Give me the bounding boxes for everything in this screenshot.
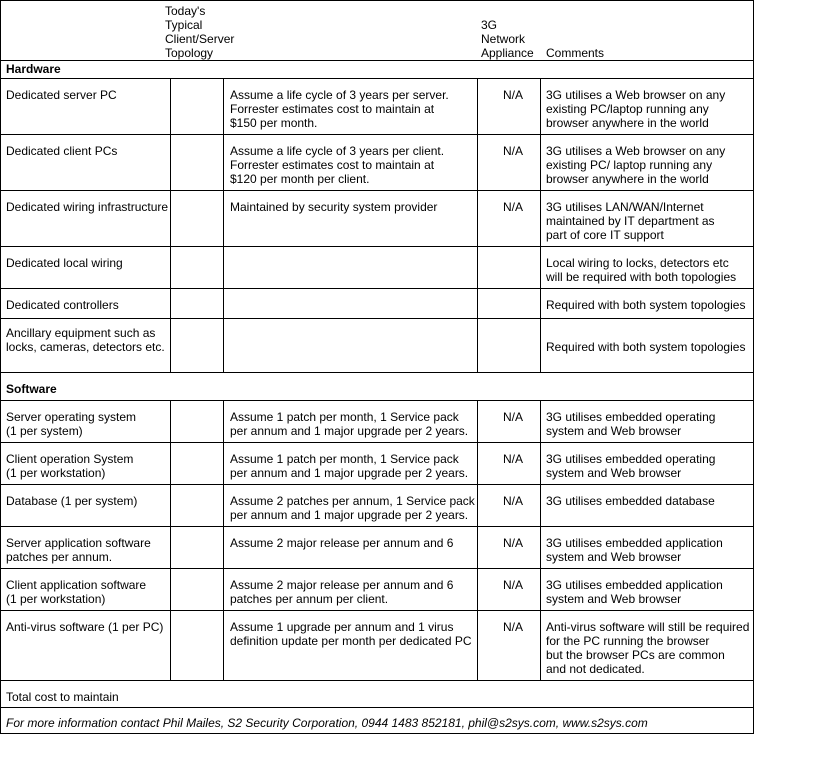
item-note: Assume 2 major release per annum and 6 [230,536,454,550]
item-note: Assume 1 patch per month, 1 Service pack per annum and 1 major upgrade per 2 years. [230,452,469,480]
item-note: Assume 2 patches per annum, 1 Service pack per annum and 1 major upgrade per 2 years. [230,494,475,522]
section-title-software: Software [6,382,57,396]
row-divider [1,526,754,527]
column-divider [540,78,541,372]
header-comments: Comments [546,46,605,60]
item-label: Dedicated wiring infrastructure [6,200,169,214]
item-label: Database (1 per system) [6,494,138,508]
na-value: N/A [503,620,524,634]
item-label: Server application software patches per annum. [6,536,151,564]
row-divider [1,400,754,401]
item-note: Assume 1 patch per month, 1 Service pack per annum and 1 major upgrade per 2 years. [230,410,469,438]
item-note: Assume 2 major release per annum and 6 patches per annum per client. [230,578,454,606]
item-note: Assume a life cycle of 3 years per server. Forrester estimates cost to maintain at $150 per month. [230,88,449,130]
row-divider [1,288,754,289]
item-comment: Anti-virus software will still be required for the PC running the browser but the browser PCs are common and not dedicated. [546,620,750,676]
item-comment: 3G utilises a Web browser on any existing PC/ laptop running any browser anywhere in the world [546,144,726,186]
item-comment: Required with both system topologies [546,298,746,312]
item-note: Assume a life cycle of 3 years per client. Forrester estimates cost to maintain at $120 per month per client. [230,144,445,186]
item-label: Dedicated server PC [6,88,117,102]
na-value: N/A [503,494,524,508]
na-value: N/A [503,410,524,424]
item-label: Client application software (1 per workstation) [6,578,147,606]
column-divider [223,400,224,680]
row-divider [1,442,754,443]
column-divider [540,400,541,680]
row-divider [1,372,754,373]
row-divider [1,246,754,247]
item-comment: 3G utilises embedded database [546,494,715,508]
na-value: N/A [503,144,524,158]
row-divider [1,568,754,569]
item-comment: Required with both system topologies [546,340,746,354]
item-comment: 3G utilises embedded operating system and Web browser [546,452,716,480]
na-value: N/A [503,200,524,214]
item-comment: 3G utilises embedded operating system and Web browser [546,410,716,438]
row-divider [1,484,754,485]
row-divider [1,134,754,135]
item-comment: 3G utilises embedded application system and Web browser [546,578,723,606]
item-note: Assume 1 upgrade per annum and 1 virus definition update per month per dedicated PC [230,620,472,648]
item-label: Ancillary equipment such as locks, cameras, detectors etc. [6,326,165,354]
contact-footer: For more information contact Phil Mailes, S2 Security Corporation, 0944 1483 852181, phil@s2sys.com, www.s2sys.com [6,716,648,730]
row-divider [1,78,754,79]
row-divider [1,610,754,611]
total-cost-label: Total cost to maintain [6,690,119,704]
header-topology: Today's Typical Client/Server Topology [165,4,235,60]
item-label: Dedicated client PCs [6,144,118,158]
column-divider [477,78,478,372]
column-divider [223,78,224,372]
item-comment: 3G utilises LAN/WAN/Internet maintained by IT department as part of core IT support [546,200,715,242]
item-comment: 3G utilises a Web browser on any existing PC/laptop running any browser anywhere in the world [546,88,726,130]
row-divider [1,190,754,191]
column-divider [170,78,171,372]
row-divider [1,318,754,319]
na-value: N/A [503,452,524,466]
item-label: Server operating system (1 per system) [6,410,137,438]
header-3g-appliance: 3G Network Appliance [481,18,534,60]
item-note: Maintained by security system provider [230,200,438,214]
na-value: N/A [503,88,524,102]
item-label: Dedicated local wiring [6,256,123,270]
item-label: Anti-virus software (1 per PC) [6,620,164,634]
na-value: N/A [503,536,524,550]
row-divider [1,707,754,708]
column-divider [170,400,171,680]
column-divider [477,400,478,680]
item-comment: 3G utilises embedded application system and Web browser [546,536,723,564]
item-label: Dedicated controllers [6,298,119,312]
row-divider [1,680,754,681]
na-value: N/A [503,578,524,592]
item-label: Client operation System (1 per workstation) [6,452,134,480]
item-comment: Local wiring to locks, detectors etc will be required with both topologies [546,256,737,284]
section-title-hardware: Hardware [6,62,61,76]
row-divider [1,60,754,61]
